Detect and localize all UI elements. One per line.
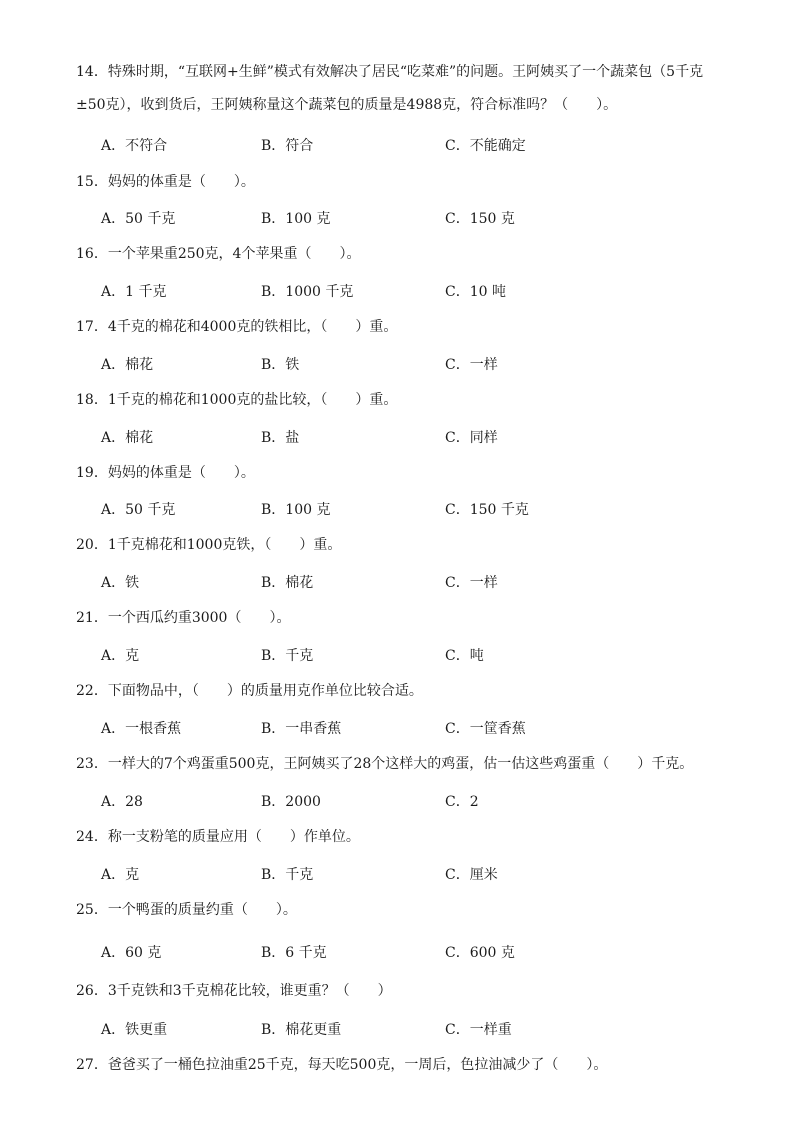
option-b: B．一串香蕉 [261, 721, 342, 737]
option-a: A．50 千克 [101, 211, 176, 227]
option-c: C．同样 [445, 430, 498, 446]
option-c: C．一样 [445, 357, 498, 373]
option-a: A．棉花 [101, 430, 154, 446]
option-c: C．150 千克 [445, 502, 529, 518]
question-27-stem: 27．爸爸买了一桶色拉油重25千克，每天吃500克，一周后，色拉油减少了（ ）。 [76, 1057, 608, 1073]
option-c: C．10 吨 [445, 284, 506, 300]
option-b: B．铁 [261, 357, 300, 373]
option-c: C．不能确定 [445, 138, 526, 154]
option-b: B．符合 [261, 138, 314, 154]
option-c: C．600 克 [445, 945, 515, 961]
question-24-stem: 24．称一支粉笔的质量应用（ ）作单位。 [76, 829, 360, 845]
option-b: B．盐 [261, 430, 300, 446]
option-b: B．棉花更重 [261, 1022, 342, 1038]
question-17-stem: 17．4千克的棉花和4000克的铁相比，（ ）重。 [76, 319, 398, 335]
question-23-stem: 23．一样大的7个鸡蛋重500克，王阿姨买了28个这样大的鸡蛋，估一估这些鸡蛋重（ ）千克。 [76, 756, 694, 772]
option-c: C．厘米 [445, 867, 498, 883]
option-c: C．一筐香蕉 [445, 721, 526, 737]
option-c: C．吨 [445, 648, 484, 664]
option-a: A．50 千克 [101, 502, 176, 518]
option-a: A．铁更重 [101, 1022, 168, 1038]
option-b: B．千克 [261, 867, 314, 883]
option-b: B．100 克 [261, 502, 331, 518]
option-a: A．铁 [101, 575, 140, 591]
option-b: B．棉花 [261, 575, 314, 591]
option-b: B．1000 千克 [261, 284, 354, 300]
option-a: A．1 千克 [101, 284, 167, 300]
question-26-stem: 26．3千克铁和3千克棉花比较，谁更重？（ ） [76, 983, 392, 999]
option-c: C．一样重 [445, 1022, 512, 1038]
question-20-stem: 20．1千克棉花和1000克铁，（ ）重。 [76, 537, 342, 553]
option-a: A．克 [101, 867, 140, 883]
option-b: B．千克 [261, 648, 314, 664]
option-b: B．6 千克 [261, 945, 327, 961]
question-15-stem: 15．妈妈的体重是（ ）。 [76, 174, 255, 190]
question-22-stem: 22．下面物品中，（ ）的质量用克作单位比较合适。 [76, 683, 423, 699]
question-14-stem: 14．特殊时期，“互联网+生鲜”模式有效解决了居民“吃菜难”的问题。王阿姨买了一个蔬菜包（5千克±50克），收到货后，王阿姨称量这个蔬菜包的质量是4988克，符合标准吗？（ ）。 [76, 64, 704, 113]
question-25-stem: 25．一个鸭蛋的质量约重（ ）。 [76, 902, 297, 918]
question-19-stem: 19．妈妈的体重是（ ）。 [76, 465, 255, 481]
question-16-stem: 16．一个苹果重250克，4个苹果重（ ）。 [76, 246, 361, 262]
option-c: C．150 克 [445, 211, 515, 227]
question-21-stem: 21．一个西瓜约重3000（ ）。 [76, 610, 291, 626]
option-a: A．不符合 [101, 138, 168, 154]
option-b: B．2000 [261, 794, 321, 810]
option-a: A．克 [101, 648, 140, 664]
option-c: C．一样 [445, 575, 498, 591]
option-c: C．2 [445, 794, 479, 810]
option-a: A．棉花 [101, 357, 154, 373]
option-b: B．100 克 [261, 211, 331, 227]
option-a: A．60 克 [101, 945, 162, 961]
option-a: A．一根香蕉 [101, 721, 182, 737]
question-18-stem: 18．1千克的棉花和1000克的盐比较，（ ）重。 [76, 392, 398, 408]
option-a: A．28 [101, 794, 143, 810]
